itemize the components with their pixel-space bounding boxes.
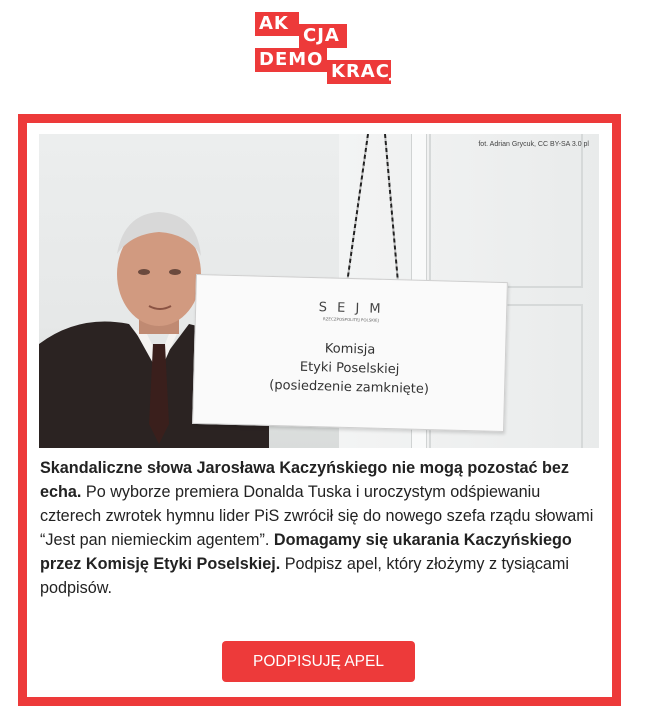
photo-credit: fot. Adrian Grycuk, CC BY-SA 3.0 pl <box>478 141 589 148</box>
door-panel-top <box>429 134 583 288</box>
sign-petition-button[interactable]: PODPISUJĘ APEL <box>222 641 415 682</box>
sign-line-2: Etyki Poselskiej <box>299 359 400 378</box>
body-text-1: Po wyborze premiera Donalda Tuska i uroczystym odśpiewaniu czterech zwrotek hymnu lider PiS zwrócił się do nowego szefa rządu słowami “Jest pan niemieckim agentem”. <box>40 483 594 549</box>
akcja-demokracja-logo[interactable] <box>255 12 413 88</box>
logo-block-demo: DEMO <box>255 48 327 72</box>
body-text <box>40 456 602 600</box>
sign-line-3: (posiedzenie zamknięte) <box>269 377 430 398</box>
hero-photo <box>39 134 599 448</box>
logo-block-ak: AK <box>255 12 299 36</box>
committee-sign <box>192 274 508 432</box>
sejm-logo: S E J M <box>318 300 384 317</box>
logo-block-cja: CJA <box>299 24 347 48</box>
sign-line-1: Komisja <box>324 341 376 358</box>
sejm-logo-subtitle: RZECZPOSPOLITEJ POLSKIEJ <box>322 316 379 323</box>
body-bold-1: Skandaliczne słowa Jarosława Kaczyńskiego nie mogą pozostać bez echa. <box>40 459 569 501</box>
body-text-2: Podpisz apel, który złożymy z tysiącami podpisów. <box>40 555 570 597</box>
logo-block-kracja: KRACJA <box>327 60 391 84</box>
body-bold-2: Domagamy się ukarania Kaczyńskiego przez Komisję Etyki Poselskiej. <box>40 531 572 573</box>
